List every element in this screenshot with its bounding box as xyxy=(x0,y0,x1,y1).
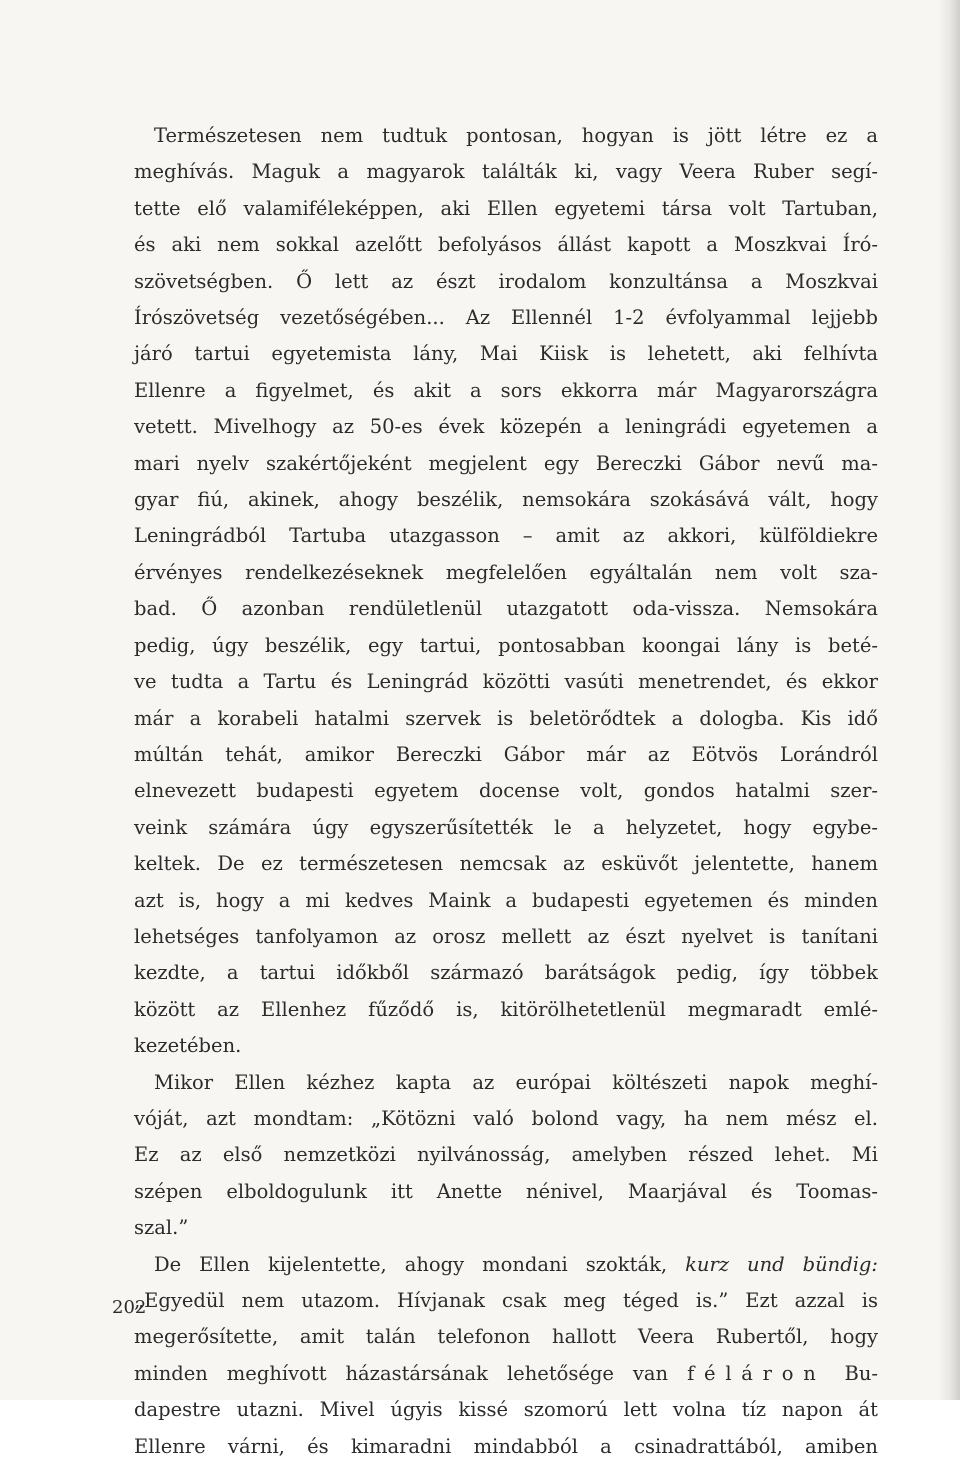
text-line: veink számára úgy egyszerűsítették le a helyzetet, hogy egybe- xyxy=(134,815,878,839)
text-line: lehetséges tanfolyamon az orosz mellett az észt nyelvet is tanítani xyxy=(134,924,878,948)
text-line: Ellenre várni, és kimaradni mindabból a csinadrattából, amiben xyxy=(134,1434,878,1458)
text-line: között az Ellenhez fűződő is, kitörölhetetlenül megmaradt emlé- xyxy=(134,997,878,1021)
text-line: gyar fiú, akinek, ahogy beszélik, nemsokára szokásává vált, hogy xyxy=(134,488,878,512)
text-line: érvényes rendelkezéseknek megfelelően egyáltalán nem volt sza- xyxy=(134,560,878,584)
text-line: szal.” xyxy=(134,1216,189,1240)
text-line: járó tartui egyetemista lány, Mai Kiisk is lehetett, aki felhívta xyxy=(134,342,878,366)
text-line: azt is, hogy a mi kedves Maink a budapesti egyetemen és minden xyxy=(134,888,878,912)
paragraph-1 xyxy=(134,118,878,1065)
page-number: 202 xyxy=(112,1297,147,1318)
text-line: Természetesen nem tudtuk pontosan, hogyan is jött létre ez a xyxy=(154,124,878,147)
text-line: bad. Ő azonban rendületlenül utazgatott oda-vissza. Nemsokára xyxy=(134,597,878,621)
paragraph-3 xyxy=(134,1247,878,1465)
text-line: ve tudta a Tartu és Leningrád közötti vasúti menetrendet, és ekkor xyxy=(134,670,878,694)
text-line: megerősítette, amit talán telefonon hallott Veera Rubertől, hogy xyxy=(134,1325,878,1349)
text-line: múltán tehát, amikor Bereczki Gábor már az Eötvös Lorándról xyxy=(134,742,878,766)
text-line: már a korabeli hatalmi szervek is beletörődtek a dologba. Kis idő xyxy=(134,706,878,730)
text-line: „Egyedül nem utazom. Hívjanak csak meg téged is.” Ezt azzal is xyxy=(134,1289,878,1312)
text-segment: Bu- xyxy=(844,1361,878,1385)
text-line: vetett. Mivelhogy az 50-es évek közepén a leningrádi egyetemen a xyxy=(134,415,878,439)
text-line: vóját, azt mondtam: „Kötözni való bolond vagy, ha nem mész el. xyxy=(134,1106,878,1130)
text-line: Leningrádból Tartuba utazgasson – amit az akkori, külföldiekre xyxy=(134,524,878,548)
text-line: kezetében. xyxy=(134,1034,242,1058)
letterspaced-word: féláron xyxy=(687,1361,826,1385)
text-line: mari nyelv szakértőjeként megjelent egy Bereczki Gábor nevű ma- xyxy=(134,451,878,475)
text-segment: minden meghívott házastársának lehetősége van xyxy=(134,1361,669,1385)
text-line xyxy=(134,1247,878,1283)
text-line: szépen elboldogulunk itt Anette nénivel, Maarjával és Toomas- xyxy=(134,1179,878,1203)
text-line: meghívás. Maguk a magyarok találták ki, vagy Veera Ruber segí- xyxy=(134,160,878,184)
text-line: Írószövetség vezetőségében... Az Ellennél 1-2 évfolyammal lejjebb xyxy=(134,306,878,330)
body-text xyxy=(134,118,878,1465)
text-line: tette elő valamiféleképpen, aki Ellen egyetemi társa volt Tartuban, xyxy=(134,196,878,220)
text-line: Mikor Ellen kézhez kapta az európai költészeti napok meghí- xyxy=(154,1070,878,1094)
paragraph-2 xyxy=(134,1065,878,1247)
text-line: Ellenre a figyelmet, és akit a sors ekkorra már Magyarországra xyxy=(134,378,878,402)
text-line: pedig, úgy beszélik, egy tartui, pontosabban koongai lány is beté- xyxy=(134,633,878,657)
text-segment: De Ellen kijelentette, ahogy mondani szokták, xyxy=(154,1252,668,1276)
text-line xyxy=(134,1356,878,1392)
text-line: elnevezett budapesti egyetem docense volt, gondos hatalmi szer- xyxy=(134,779,878,803)
italic-phrase: kurz und bündig: xyxy=(685,1252,878,1276)
text-line: szövetségben. Ő lett az észt irodalom konzultánsa a Moszkvai xyxy=(134,269,878,293)
text-line: dapestre utazni. Mivel úgyis kissé szomorú lett volna tíz napon át xyxy=(134,1398,878,1422)
text-line: Ez az első nemzetközi nyilvánosság, amelyben részed lehet. Mi xyxy=(134,1143,878,1167)
page-edge-shadow xyxy=(938,0,960,1400)
text-line: keltek. De ez természetesen nemcsak az esküvőt jelentette, hanem xyxy=(134,852,878,876)
text-line: kezdte, a tartui időkből származó barátságok pedig, így többek xyxy=(134,961,878,985)
text-line: és aki nem sokkal azelőtt befolyásos állást kapott a Moszkvai Író- xyxy=(134,233,878,257)
